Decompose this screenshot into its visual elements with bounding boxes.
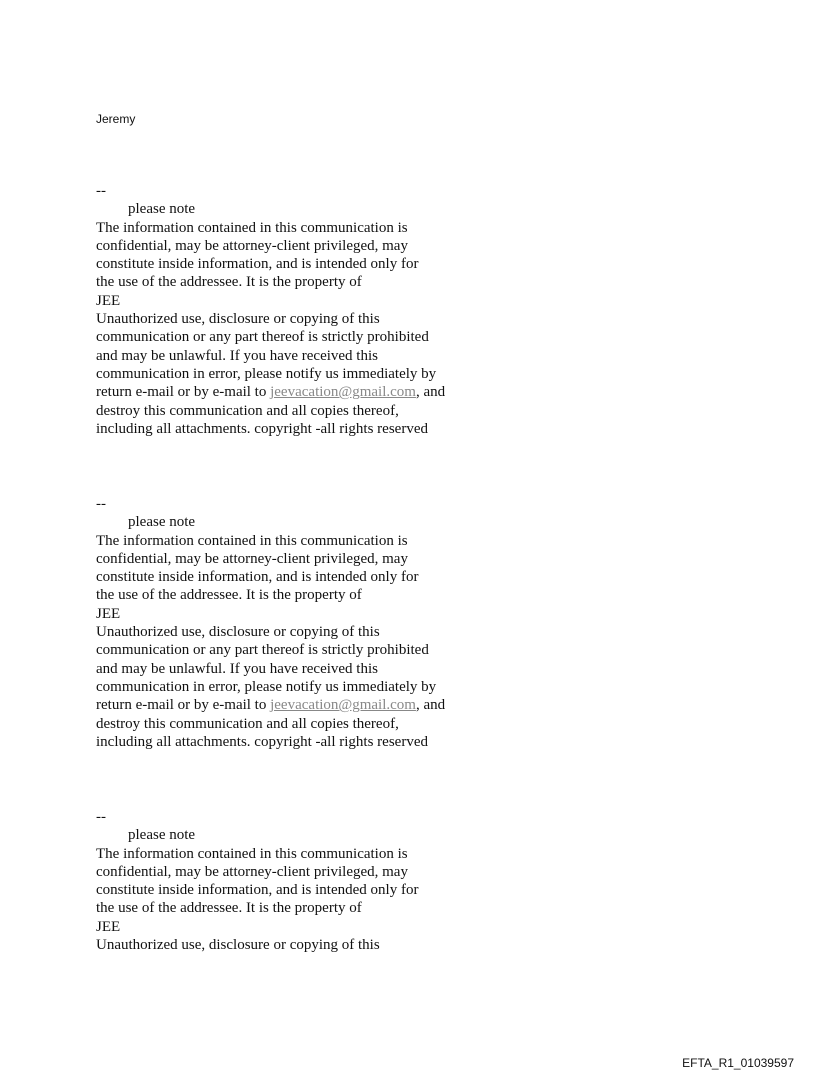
disclaimer-line: confidential, may be attorney-client privileged, may [96, 863, 408, 880]
disclaimer-line: communication in error, please notify us immediately by [96, 365, 437, 382]
email-line [96, 696, 496, 714]
email-line [96, 383, 496, 401]
email-link[interactable]: jeevacation@gmail.com [270, 697, 416, 714]
disclaimer-line: communication in error, please notify us immediately by [96, 678, 437, 695]
signature-name: Jeremy [96, 112, 136, 126]
disclaimer-block-3 [96, 808, 496, 954]
disclaimer-line: including all attachments. copyright -all rights reserved [96, 420, 428, 437]
disclaimer-line: confidential, may be attorney-client privileged, may [96, 550, 408, 567]
email-line-prefix: return e-mail or by e-mail to [96, 384, 271, 401]
disclaimer-line: confidential, may be attorney-client privileged, may [96, 237, 408, 254]
disclaimer-line: JEE [96, 918, 121, 935]
disclaimer-line: constitute inside information, and is intended only for [96, 882, 419, 899]
disclaimer-line: the use of the addressee. It is the property of [96, 274, 362, 291]
disclaimer-line: Unauthorized use, disclosure or copying of this [96, 624, 380, 641]
disclaimer-line: The information contained in this communication is [96, 532, 408, 549]
disclaimer-line: including all attachments. copyright -all rights reserved [96, 733, 428, 750]
separator: -- [96, 496, 106, 512]
email-line-suffix: , and [415, 384, 446, 401]
disclaimer-block-1 [96, 182, 496, 438]
email-link[interactable]: jeevacation@gmail.com [270, 384, 416, 401]
disclaimer-heading: please note [128, 827, 196, 844]
disclaimer-block-2 [96, 495, 496, 751]
disclaimer-line: The information contained in this communication is [96, 845, 408, 862]
separator: -- [96, 809, 106, 825]
disclaimer-line: Unauthorized use, disclosure or copying of this [96, 311, 380, 328]
disclaimer-line: destroy this communication and all copies thereof, [96, 715, 399, 732]
disclaimer-line: the use of the addressee. It is the property of [96, 587, 362, 604]
separator: -- [96, 183, 106, 199]
disclaimer-line: and may be unlawful. If you have received this [96, 660, 378, 677]
disclaimer-line: JEE [96, 605, 121, 622]
disclaimer-line: Unauthorized use, disclosure or copying of this [96, 937, 380, 954]
disclaimer-line: and may be unlawful. If you have received this [96, 347, 378, 364]
email-line-prefix: return e-mail or by e-mail to [96, 697, 271, 714]
disclaimer-heading: please note [128, 201, 196, 218]
disclaimer-line: constitute inside information, and is intended only for [96, 256, 419, 273]
document-id-footer: EFTA_R1_01039597 [682, 1056, 794, 1070]
disclaimer-line: destroy this communication and all copies thereof, [96, 402, 399, 419]
email-line-suffix: , and [415, 697, 446, 714]
disclaimer-line: JEE [96, 292, 121, 309]
disclaimer-line: communication or any part thereof is strictly prohibited [96, 642, 429, 659]
disclaimer-line: The information contained in this communication is [96, 219, 408, 236]
disclaimer-line: constitute inside information, and is intended only for [96, 569, 419, 586]
disclaimer-line: communication or any part thereof is strictly prohibited [96, 329, 429, 346]
disclaimer-heading: please note [128, 514, 196, 531]
disclaimer-line: the use of the addressee. It is the property of [96, 900, 362, 917]
